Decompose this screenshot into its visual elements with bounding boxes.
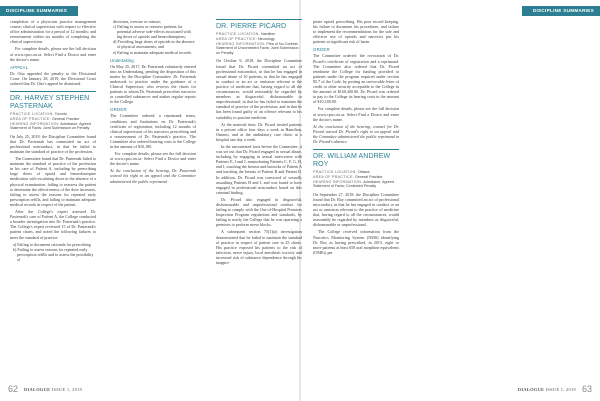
list-item: c) Failing to assess or reassess patients for potential adverse side-effects associated with big doses of opioids and benzodiazepines; xyxy=(113,24,191,40)
area-of-practice: AREA OF PRACTICE: Neurology xyxy=(216,36,275,41)
section-header-left: DISCIPLINE SUMMARIES xyxy=(0,6,78,16)
paragraph: The Committee found that Dr. Pasternak failed to maintain the standard of practice of the profession in his care of Patient A, including by prescribing large doses of opioid and benzodiazepine medication with escalating doses in the absence of a physical examination, failing to reassess the patient to determine the effectiveness of the dose increases, failing to assess the reasons for repeated early prescription refills, and failing to maintain adequate medical records in respect of the patient. xyxy=(10,156,96,207)
section-heading-undertaking: Undertaking xyxy=(110,57,134,63)
paragraph: priate opioid prescribing. His poor record keeping, his failure to document his procedures, and failure to implement the recommendations for the safe and effective use of opioids and narcotics put his patients at significant risk of harm. xyxy=(313,19,399,45)
case-name: DR. WILLIAM ANDREW ROY xyxy=(313,153,391,169)
column-4 xyxy=(313,19,399,257)
case-header-roy xyxy=(313,149,399,192)
hearing-information: HEARING INFORMATION: Plea of No Contest; Statement of Uncontested Facts; Joint Submission on Penalty xyxy=(216,41,299,56)
publication-line: DIALOGUE ISSUE 1, 2019 xyxy=(24,386,83,392)
practice-location: PRACTICE LOCATION: Hamilton xyxy=(216,32,276,36)
list-item: diversion, overuse or misuse; xyxy=(113,19,161,24)
failures-list xyxy=(10,242,96,262)
paragraph: A subsequent section 75(1)(a) investigation demonstrated that he failed to maintain the standard of practice in respect of patient care in 25 charts. His practice exposed his patients to the risk of infection, nerve injury, local anesthetic toxicity and increased risk of substance dependence through his inappro- xyxy=(216,229,302,266)
paragraph: For complete details, please see the full decision at www.cpso.on.ca. Select Find a Doctor and enter the doctor's name. xyxy=(313,106,399,122)
area-of-practice: AREA OF PRACTICE: General Practice xyxy=(10,116,80,121)
footer-left xyxy=(8,383,88,395)
paragraph-italic: At the conclusion of the hearing, counsel for Dr. Picard waived Dr. Picard's right to an appeal and the Committee administered the public reprimand in Dr. Picard's absence. xyxy=(313,123,399,144)
footer-right xyxy=(512,383,592,395)
paragraph: On July 25, 2018, the Discipline Committee found that Dr. Pasternak has committed an act of professional misconduct, in that he failed to maintain the standard of practice of the profession. xyxy=(10,133,96,154)
publication-line: DIALOGUE ISSUE 1, 2019 xyxy=(517,386,576,392)
paragraph: On October 9, 2018, the Discipline Committee found that Dr. Picard committed an act of professional misconduct, in that he has engaged in sexual abuse of 10 patients; in that he has engaged in conduct or an act or omission relevant to the practice of medicine that, having regard to all the circumstances, would reasonably be regarded by members as disgraceful, dishonourable or unprofessional; in that he has failed to maintain the standard of practice of the profession; and in that he has been found guilty of an offence relevant to his suitability to practise medicine. xyxy=(216,58,302,120)
paragraph: The Committee ordered: a reprimand; terms, conditions and limitations on Dr. Pasternak's certificate of registration, including 12 months of clinical supervision of his narcotics prescribing and a reassessment of Dr. Pasternak's practice. The Committee also ordered hearing costs to the College in the amount of $10,180. xyxy=(110,113,196,149)
paragraph: The College received information from the Narcotics Monitoring System (NMS) identifying Dr. Roy as having prescribed, in 2015, eight or more patients at least 650 oral morphine equivalents (OMEs) per xyxy=(313,229,399,255)
column-1 xyxy=(10,19,96,264)
paragraph: In the uncontested facts before the Committee, it was set out that Dr. Picard engaged in sexual abuse, including by engaging in sexual intercourse with Patients E, I and J, masturbating Patients C, F, G, H, and I, touching the breasts and buttocks of Patient A and touching the breasts of Patient B and Patient D. In addition, Dr. Picard was convicted of sexually assaulting Patients H and I, and was found to have engaged in professional misconduct based on this criminal finding. xyxy=(216,143,302,195)
list-item: e) Failing to maintain adequate medical records. xyxy=(113,49,193,55)
paragraph: Dr. Otto appealed the penalty to the Divisional Court. On January 28, 2019, the Divisional Court ordered that Dr. Otto's appeal be dismissed. xyxy=(10,70,96,86)
paragraph: The Committee ordered: the revocation of Dr. Picard's certificate of registration and a reprimand. The Committee also ordered that Dr. Picard reimburse the College for funding provided to patients under the program required under section 85.7 of the Code, by posting an irrevocable letter of credit or other security acceptable to the College in the amount of $160,400.00. Dr. Picard was ordered to pay to the College its hearing costs in the amount of $10,180.00. xyxy=(313,53,399,105)
paragraph-italic: At the conclusion of the hearing, Dr. Pasternak waived his right to an appeal and the Committee administered the public reprimand. xyxy=(110,168,196,184)
failures-list-continued xyxy=(110,19,196,55)
list-item: d) Providing large doses of opioids in the absence of physical assessments; and xyxy=(113,39,195,50)
case-header-pasternak xyxy=(10,91,96,134)
paragraph: Dr. Picard also engaged in disgraceful, dishonourable and unprofessional conduct for failing to comply with the Out-of-Hospital Premises Inspection Program regulations and standards, by failing to notify the College that he was operating a premises to perform nerve blocks. xyxy=(216,196,302,228)
section-heading-order: ORDER xyxy=(313,47,330,53)
paragraph: On September 27, 2018, the Discipline Committee found that Dr. Roy committed an act of professional misconduct, in that he has engaged in conduct or an act or omission relevant to the practice of medicine that, having regard to all the circumstances, would reasonably be regarded by members as disgraceful, dishonourable or unprofessional. xyxy=(313,191,399,228)
section-heading-appeal: APPEAL xyxy=(10,64,29,70)
practice-location: PRACTICE LOCATION: Ottawa xyxy=(313,170,370,175)
column-3 xyxy=(216,19,302,267)
case-name: DR. PIERRE PICARD xyxy=(216,23,287,30)
section-heading-order: ORDER xyxy=(110,107,127,113)
section-header-right: DISCIPLINE SUMMARIES xyxy=(522,6,600,16)
area-of-practice: AREA OF PRACTICE: General Practice xyxy=(313,174,383,179)
paragraph: completion of a physician practice management course; clinical supervision with respect to effective office administration for a period of 12 months; and reassessment within six months of completing the clinical supervision. xyxy=(10,19,96,45)
practice-location: PRACTICE LOCATION: Toronto xyxy=(10,112,68,117)
column-2 xyxy=(110,19,196,186)
case-name: DR. HARVEY STEPHEN PASTERNAK xyxy=(10,95,90,111)
page-number: 63 xyxy=(581,384,592,394)
paragraph: For complete details, please see the full decision at www.cpso.on.ca. Select Find a Doctor and enter the doctor's name. xyxy=(110,151,196,167)
case-header-picard xyxy=(216,19,302,58)
paragraph: At the material time, Dr. Picard treated patients in a private office four days a week in Hamilton, Ontario, and at the ambulatory care clinic at a hospital one day a week. xyxy=(216,121,302,142)
paragraph: On May 25, 2017, Dr. Pasternak voluntarily entered into an Undertaking, pending the disposition of this matter by the Discipline Committee. Dr. Pasternak undertook to practise under the guidance of a Clinical Supervisor, who reviews the charts for patients to whom Dr. Pasternak prescribes narcotics or controlled substances and makes regular reports to the College. xyxy=(110,63,196,105)
list-item: b) Failing to assess reasons for repeated early prescription refills and to assess the possibility of xyxy=(13,246,94,262)
hearing-information: HEARING INFORMATION: Admission; Agreed Statement of Facts; Joint Submission on Penalty xyxy=(10,121,91,131)
page-number: 62 xyxy=(8,384,19,394)
paragraph: For complete details, please see the full decision at www.cpso.on.ca. Select Find a Doctor and enter the doctor's name. xyxy=(10,46,96,62)
hearing-information: HEARING INFORMATION: Admission; Agreed Statement of Facts; Contested Penalty xyxy=(313,179,394,189)
paragraph: After the College's expert assessed Dr. Pasternak's care of Patient A, the College conducted a broader investigation into Dr. Pasternak's practice. The College's expert reviewed 15 of Dr. Pasternak's patient charts, and noted the following failures to meet the standard of practice: xyxy=(10,209,96,240)
list-item: a) Failing to document rationale for prescribing xyxy=(13,241,91,247)
